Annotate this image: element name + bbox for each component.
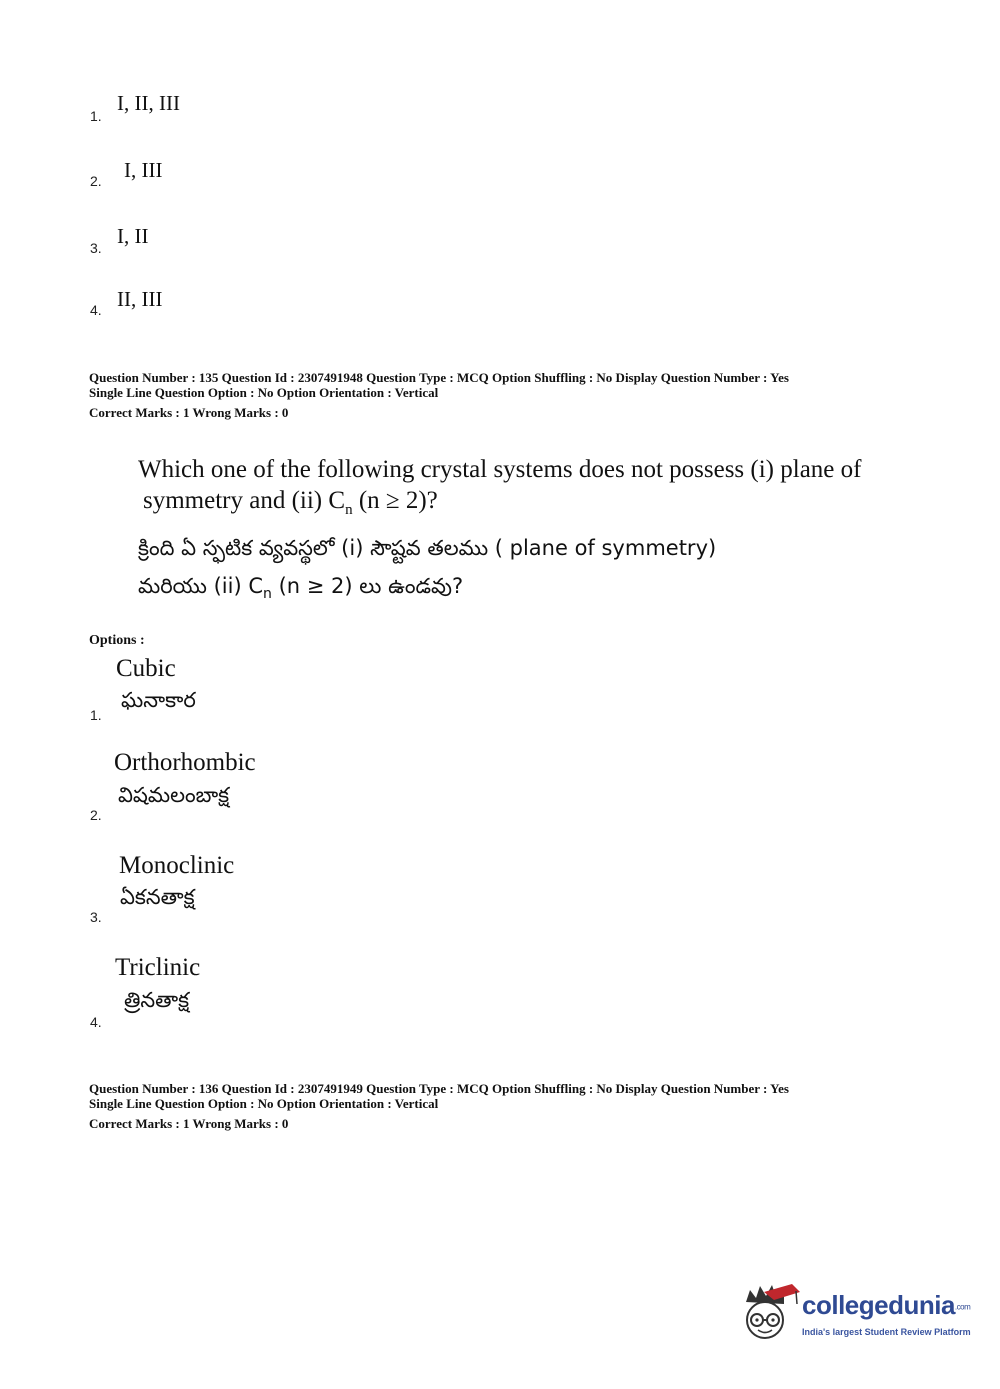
logo-name-text: collegedunia xyxy=(802,1290,955,1320)
option-number: 2. xyxy=(90,807,102,823)
meta-line: Single Line Question Option : No Option Orientation : Vertical xyxy=(89,385,439,400)
collegedunia-logo xyxy=(740,1280,980,1352)
text-part: (n ≥ 2) లు ఉండవు? xyxy=(271,574,464,598)
question-meta-135 xyxy=(89,370,789,420)
option-en: Orthorhombic xyxy=(114,749,256,776)
question-te-line-2 xyxy=(138,571,861,610)
option-number: 2. xyxy=(90,173,102,189)
question-en-line-2 xyxy=(138,485,861,526)
option-en: Monoclinic xyxy=(119,852,235,879)
option-text: I, III xyxy=(124,158,163,182)
option-number: 1. xyxy=(90,707,102,723)
option-te: ఏకనతాక్ష xyxy=(120,885,195,909)
option-text: II, III xyxy=(117,287,163,311)
logo-tagline: India's largest Student Review Platform xyxy=(802,1327,971,1337)
meta-line: Correct Marks : 1 Wrong Marks : 0 xyxy=(89,1116,289,1131)
option-text: I, II, III xyxy=(117,91,180,115)
option-number: 4. xyxy=(90,1014,102,1030)
text-part: (n ≥ 2)? xyxy=(352,487,438,514)
question-meta-136 xyxy=(89,1081,789,1131)
question-text xyxy=(138,454,861,610)
logo-suffix: .com xyxy=(954,1302,971,1312)
subscript: n xyxy=(345,502,353,518)
text-part: మరియు (ii) C xyxy=(138,574,264,598)
option-en: Triclinic xyxy=(115,954,201,981)
mascot-icon xyxy=(740,1280,800,1352)
option-number: 4. xyxy=(90,302,102,318)
option-en: Cubic xyxy=(116,655,176,682)
question-te-line: క్రింది ఏ స్ఫటిక వ్యవస్థలో (i) సౌష్టవ తలము ( plane of symmetry) xyxy=(138,536,717,560)
text-part: symmetry and (ii) C xyxy=(143,487,346,514)
option-text: I, II xyxy=(117,224,149,248)
meta-line: Single Line Question Option : No Option Orientation : Vertical xyxy=(89,1096,439,1111)
option-te: విషమలంబాక్ష xyxy=(118,783,230,807)
meta-line: Correct Marks : 1 Wrong Marks : 0 xyxy=(89,405,289,420)
option-number: 3. xyxy=(90,240,102,256)
options-label: Options : xyxy=(89,633,145,648)
meta-line: Question Number : 135 Question Id : 2307491948 Question Type : MCQ Option Shuffling : No Display Question Number : Yes xyxy=(89,370,789,385)
option-number: 1. xyxy=(90,108,102,124)
meta-line: Question Number : 136 Question Id : 2307491949 Question Type : MCQ Option Shuffling : No Display Question Number : Yes xyxy=(89,1081,789,1096)
option-te: త్రినతాక్ష xyxy=(124,988,190,1012)
subscript: n xyxy=(263,586,272,603)
option-number: 3. xyxy=(90,909,102,925)
logo-name xyxy=(802,1290,970,1321)
option-te: ఘనాకార xyxy=(121,688,196,712)
question-en-line: Which one of the following crystal systems does not possess (i) plane of xyxy=(138,456,862,483)
